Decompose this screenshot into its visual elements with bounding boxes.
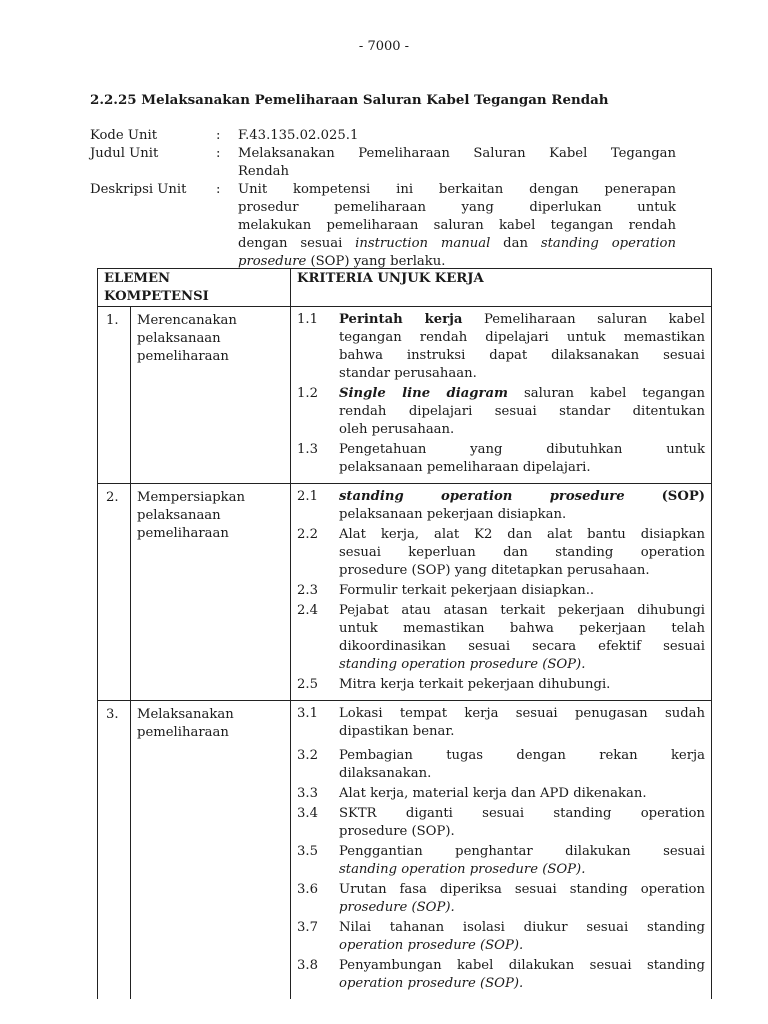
deskripsi-unit-value: Unit kompetensi ini berkaitan dengan penerapan prosedur pemeliharaan yang diperlukan untuk melakukan pemeliharaan saluran kabel tegangan rendah dengan sesuai instruction manual dan standing operation prosedure (SOP) yang berlaku.: [238, 182, 676, 269]
element-name: Melaksanakan pemeliharaan: [131, 701, 291, 1000]
criterion: 2.4 Pejabat atau atasan terkait pekerjaan dihubungi untuk memastikan bahwa pekerjaan telah dikoordinasikan sesuai secara efektif sesuai standing operation prosedure (SOP).: [297, 603, 705, 672]
header-elemen-kompetensi: ELEMEN KOMPETENSI: [98, 269, 291, 307]
table-row: [98, 307, 712, 484]
header-kriteria-unjuk-kerja: KRITERIA UNJUK KERJA: [291, 269, 712, 307]
criterion: 3.3 Alat kerja, material kerja dan APD dikenakan.: [297, 786, 647, 801]
criterion: 3.5 Penggantian penghantar dilakukan sesuai standing operation prosedure (SOP).: [297, 844, 705, 877]
criteria-list: [291, 701, 712, 1000]
criterion: 3.7 Nilai tahanan isolasi diukur sesuai standing operation prosedure (SOP).: [297, 920, 705, 953]
criteria-list: [291, 307, 712, 484]
deskripsi-unit-label: Deskripsi Unit: [90, 182, 187, 197]
criterion: 3.4 SKTR diganti sesuai standing operation prosedure (SOP).: [297, 806, 705, 839]
criterion: 1.1 Perintah kerja Pemeliharaan saluran kabel tegangan rendah dipelajari untuk memastikan bahwa instruksi dapat dilaksanakan sesuai standar perusahaan.: [297, 312, 705, 381]
criterion: 2.3 Formulir terkait pekerjaan disiapkan..: [297, 583, 595, 598]
unit-metadata: [90, 127, 710, 271]
judul-unit-label: Judul Unit: [90, 146, 159, 161]
element-number: 2.: [98, 484, 131, 701]
criterion: 3.6 Urutan fasa diperiksa sesuai standing operation prosedure (SOP).: [297, 882, 705, 915]
judul-unit-row: Judul Unit : Melaksanakan Pemeliharaan Saluran Kabel Tegangan Rendah: [90, 146, 676, 179]
criterion: 1.3 Pengetahuan yang dibutuhkan untuk pelaksanaan pemeliharaan dipelajari.: [297, 442, 705, 475]
table-row: [98, 701, 712, 1000]
element-name: Merencanakan pelaksanaan pemeliharaan: [131, 307, 291, 484]
page-number: - 7000 -: [358, 39, 410, 54]
criterion: 3.8 Penyambungan kabel dilakukan sesuai standing operation prosedure (SOP).: [297, 958, 705, 991]
criterion: 1.2 Single line diagram saluran kabel tegangan rendah dipelajari sesuai standar ditentukan oleh perusahaan.: [297, 386, 705, 437]
criterion: 3.1 Lokasi tempat kerja sesuai penugasan sudah dipastikan benar.: [297, 706, 705, 739]
table-row: [98, 484, 712, 701]
element-number: 1.: [98, 307, 131, 484]
criterion: 2.1 standing operation prosedure (SOP) pelaksanaan pekerjaan disiapkan.: [297, 489, 705, 522]
kode-unit-value: F.43.135.02.025.1: [238, 128, 359, 143]
criterion: 2.5 Mitra kerja terkait pekerjaan dihubungi.: [297, 677, 611, 692]
table-header-row: [98, 269, 712, 307]
deskripsi-unit-row: Deskripsi Unit : Unit kompetensi ini berkaitan dengan penerapan prosedur pemeliharaan yang diperlukan untuk melakukan pemeliharaan saluran kabel tegangan rendah dengan sesuai instruction manual dan standing operation prosedure (SOP) yang berlaku.: [90, 182, 676, 269]
kriteria-table: [97, 268, 712, 999]
element-name: Mempersiapkan pelaksanaan pemeliharaan: [131, 484, 291, 701]
element-number: 3.: [98, 701, 131, 1000]
section-title: 2.2.25 Melaksanakan Pemeliharaan Saluran Kabel Tegangan Rendah: [90, 92, 609, 108]
judul-unit-value: Melaksanakan Pemeliharaan Saluran Kabel Tegangan Rendah: [238, 146, 676, 179]
criteria-list: [291, 484, 712, 701]
kode-unit-row: Kode Unit : F.43.135.02.025.1: [90, 127, 710, 145]
criterion: 3.2 Pembagian tugas dengan rekan kerja dilaksanakan.: [297, 748, 705, 781]
kode-unit-label: Kode Unit: [90, 128, 157, 143]
criterion: 2.2 Alat kerja, alat K2 dan alat bantu disiapkan sesuai keperluan dan standing operation prosedure (SOP) yang ditetapkan perusahaan.: [297, 527, 705, 578]
